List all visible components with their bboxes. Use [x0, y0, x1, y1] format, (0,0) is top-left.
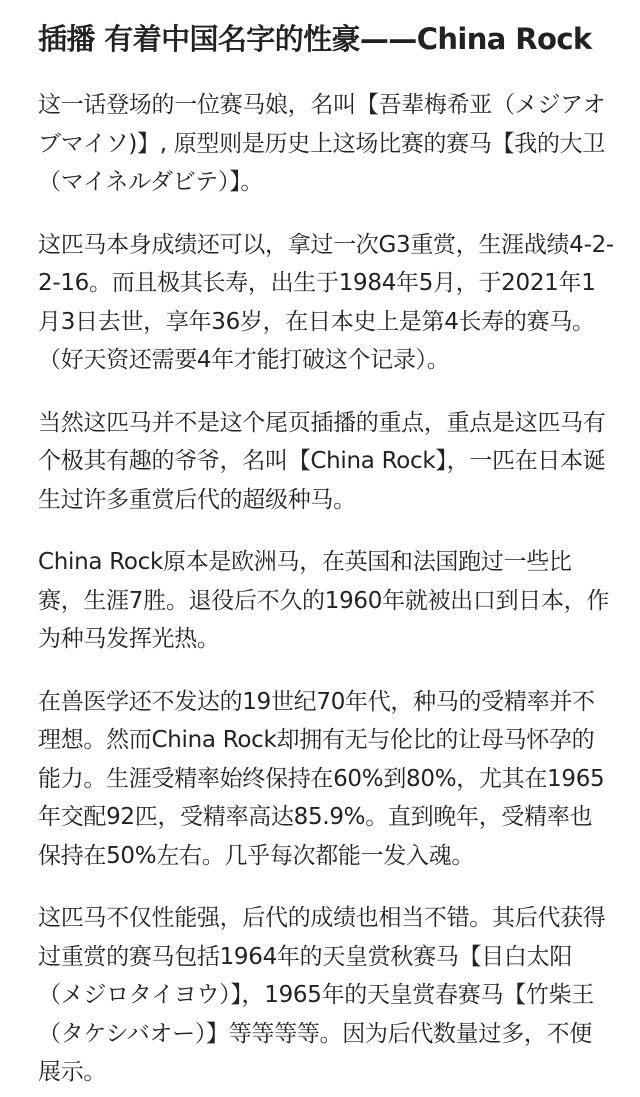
paragraph-fertility: 在兽医学还不发达的19世纪70年代，种马的受精率并不理想。然而China Rock却拥有无与伦比的让母马怀孕的能力。生涯受精率始终保持在60%到80%，尤其在1965年交配92匹，受精率高达85.9%。直到晚年，受精率也保持在50%左右。几乎每次都能一发入魂。 [38, 688, 605, 869]
paragraph-offspring: 这匹马不仅性能强，后代的成绩也相当不错。其后代获得过重赏的赛马包括1964年的天皇赏秋赛马【目白太阳（メジロタイヨウ）】，1965年的天皇赏春赛马【竹柴王（タケシバオー）】等等等等。因为后代数量过多，不便展示。 [38, 905, 606, 1085]
paragraph-record: 这匹马本身成绩还可以，拿过一次G3重赏，生涯战绩4-2-2-16。而且极其长寿，出生于1984年5月，于2021年1月3日去世，享年36岁，在日本史上是第4长寿的赛马。（好天资还需要4年才能打破这个记录）。 [38, 231, 614, 373]
paragraph-intro: 这一话登场的一位赛马娘，名叫【吾辈梅希亚（メジアオブマイソ)】, 原型则是历史上这场比赛的赛马【我的大卫（マイネルダビテ）】。 [38, 92, 606, 195]
paragraph-grandfather: 当然这匹马并不是这个尾页插播的重点，重点是这匹马有个极其有趣的爷爷，名叫【China Rock】，一匹在日本诞生过许多重赏后代的超级种马。 [38, 409, 606, 513]
article-title: 插播 有着中国名字的性豪——China Rock [38, 22, 592, 56]
paragraph-origin: China Rock原本是欧洲马，在英国和法国跑过一些比赛，生涯7胜。退役后不久的1960年就被出口到日本，作为种马发挥光热。 [38, 549, 610, 652]
